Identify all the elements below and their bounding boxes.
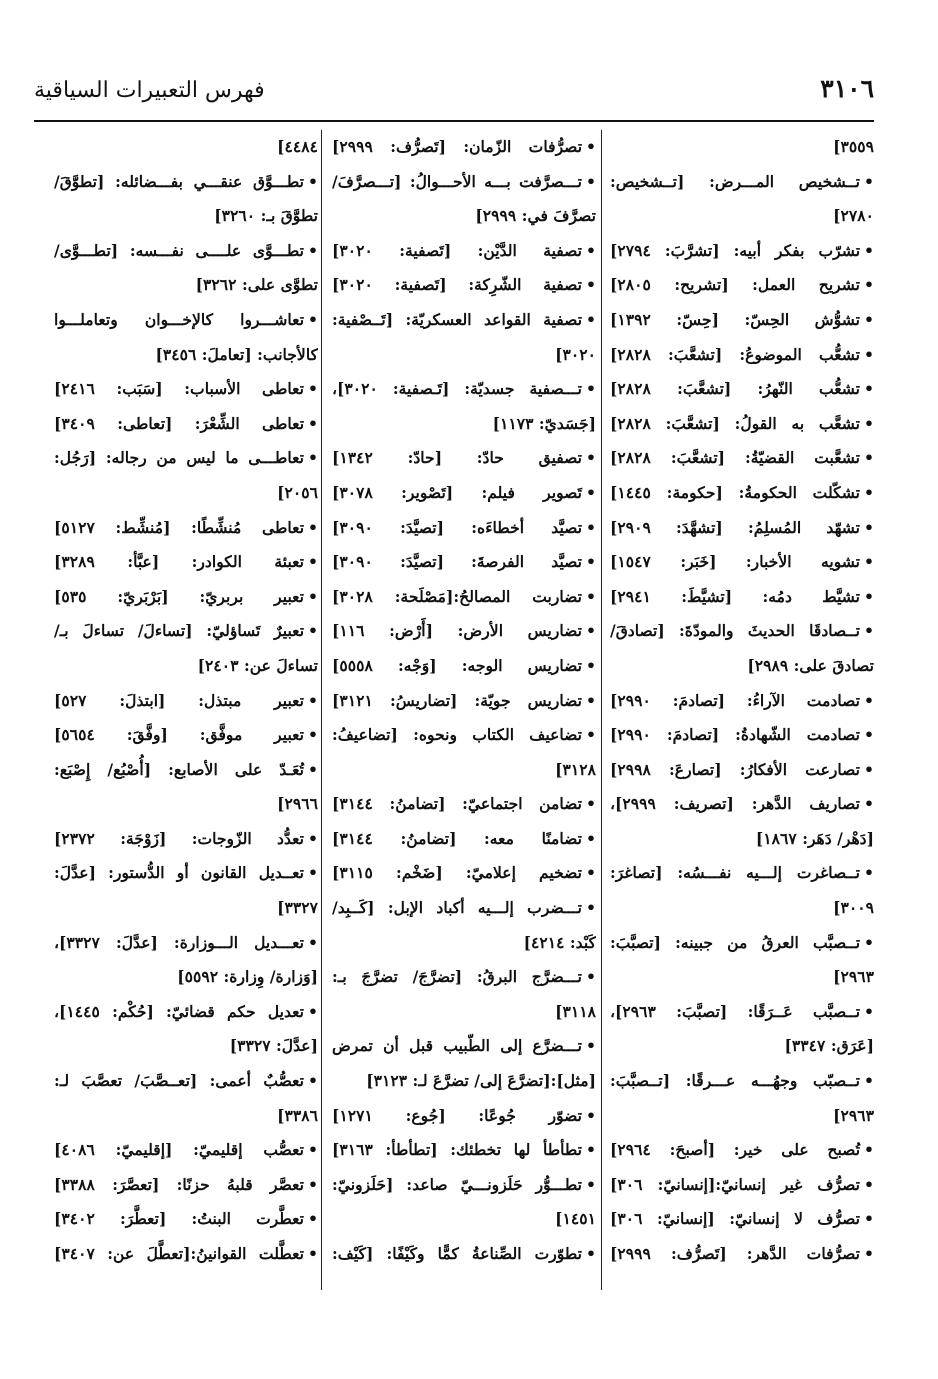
- entry-text: ٢٩٦٣]: [833, 967, 874, 987]
- index-entry: [610, 165, 874, 200]
- entry-text: تعصُّب إقليميّ: [إقليميّ: ٤٠٨٦]: [54, 1140, 305, 1160]
- column-divider: [321, 130, 322, 1290]
- bullet-icon: •: [864, 863, 874, 883]
- entry-text: تـــصرَّفت بـــه الأحـــوالُ: [تـــصرَّفَ/: [332, 171, 583, 191]
- bullet-icon: •: [586, 655, 596, 675]
- entry-text: تصفية القواعد العسكريّة: [تَــصْفية:: [332, 309, 583, 329]
- index-entry: [610, 511, 874, 546]
- entry-text: تضاريس الوجه: [وَجْه: ٥٥٥٨]: [332, 655, 583, 675]
- entry-text: تعبير بربريّ: [بَرْبَريّ: ٥٣٥]: [54, 586, 305, 606]
- entry-text: تعصَّر قلبهُ حزنًا: [تعصَّرَ: ٣٣٨٨]: [54, 1174, 305, 1194]
- entry-text: تصارعت الأفكارُ: [تصارعَ: ٢٩٩٨]: [610, 759, 861, 779]
- index-entry: [610, 1237, 874, 1272]
- index-entry: [332, 303, 596, 338]
- bullet-icon: •: [586, 171, 596, 191]
- entry-text: تعطَّرت البنتُ: [تعطَّرَ: ٣٤٠٢]: [54, 1209, 305, 1229]
- page-header: [34, 70, 874, 114]
- index-entry: [610, 580, 874, 615]
- index-entry: [610, 234, 874, 269]
- entry-text: ٣١١٨]: [555, 1001, 596, 1021]
- index-entry-continuation: [54, 891, 318, 926]
- index-entry: [610, 476, 874, 511]
- entry-text: تشهّد المُسلِمُ: [تشهَّدَ: ٢٩٠٩]: [610, 517, 861, 537]
- entry-text: تضاريس الأرض: [أَرْض: ١١٦]: [332, 621, 583, 641]
- entry-text: ١٤٥١]: [555, 1209, 596, 1229]
- column-left: [54, 130, 318, 1290]
- index-entry: [332, 1237, 596, 1272]
- entry-text: تطـــوُّر حَلَزونـــيّ صاعد: [حَلَزونيّ:: [332, 1174, 583, 1194]
- bullet-icon: •: [308, 552, 318, 572]
- bullet-icon: •: [308, 309, 318, 329]
- page-number: ٣١٠٦: [820, 74, 874, 103]
- index-entry: [332, 718, 596, 753]
- entry-text: تصفية الشّرِكة: [تَصفية: ٣٠٢٠]: [332, 275, 583, 295]
- index-entry: [54, 545, 318, 580]
- entry-text: [عَرَق: ٣٣٤٧]: [784, 1036, 874, 1056]
- entry-text: تشعَّب به القولُ: [تشعَّبَ: ٢٨٢٨]: [610, 413, 861, 433]
- index-entry-continuation: [54, 787, 318, 822]
- entry-text: تصيَّد الفرصةَ: [تصيَّدَ: ٣٠٩٠]: [332, 552, 583, 572]
- bullet-icon: •: [864, 482, 874, 502]
- bullet-icon: •: [864, 1209, 874, 1229]
- entry-text: تصرُّف لا إنسانيّ: [إنسانيّ: ٣٠٦]: [610, 1209, 861, 1229]
- index-entry: [54, 614, 318, 649]
- index-entry: [332, 1168, 596, 1203]
- index-entry: [332, 268, 596, 303]
- bullet-icon: •: [308, 690, 318, 710]
- index-entry: [610, 787, 874, 822]
- bullet-icon: •: [308, 517, 318, 537]
- index-entry: [54, 407, 318, 442]
- bullet-icon: •: [864, 344, 874, 364]
- bullet-icon: •: [864, 240, 874, 260]
- index-entry: [54, 822, 318, 857]
- entry-text: تشرّب بفكر أبيه: [تشرَّبَ: ٢٧٩٤]: [610, 240, 861, 260]
- entry-text: تشويه الأخبار: [خَبَر: ١٥٤٧]: [610, 552, 861, 572]
- entry-text: تــصبَّب العرقُ من جبينه: [تصبَّبَ:: [610, 932, 861, 952]
- bullet-icon: •: [586, 240, 596, 260]
- entry-text: [عدَّلَ: ٣٣٢٧]: [229, 1036, 318, 1056]
- index-entry: [332, 130, 596, 165]
- entry-text: تطـــوَّى علــــى نفـــسه: [تطـــوَّى/: [54, 240, 305, 260]
- index-entry-continuation: [332, 338, 596, 373]
- entry-text: تضوّر جُوعًا: [جُوع: ١٢٧١]: [332, 1105, 583, 1125]
- index-entry: [610, 614, 874, 649]
- index-entry: [610, 303, 874, 338]
- index-entry: [54, 234, 318, 269]
- index-entry-continuation: [332, 753, 596, 788]
- entry-text: تصادمت الآراءُ: [تصادمَ: ٢٩٩٠]: [610, 690, 861, 710]
- index-entry: [610, 441, 874, 476]
- index-entry-continuation: [54, 199, 318, 234]
- index-entry: [332, 1029, 596, 1064]
- index-entry: [610, 856, 874, 891]
- index-entry-continuation: [54, 960, 318, 995]
- index-entry: [54, 1133, 318, 1168]
- entry-text: تطوَّى على: ٣٢٦٢]: [195, 275, 318, 295]
- entry-text: ٣٣٨٦]: [277, 1105, 318, 1125]
- index-entry: [332, 476, 596, 511]
- bullet-icon: •: [586, 1174, 596, 1194]
- entry-text: تصادمت الشّهادةُ: [تصادمَ: ٢٩٩٠]: [610, 725, 861, 745]
- bullet-icon: •: [586, 967, 596, 987]
- index-entry-continuation: [332, 926, 596, 961]
- index-entry: [610, 926, 874, 961]
- bullet-icon: •: [586, 448, 596, 468]
- entry-text: تُصبح على خير: [أصبحَ: ٢٩٦٤]: [610, 1140, 861, 1160]
- bullet-icon: •: [586, 552, 596, 572]
- index-entry: [332, 165, 596, 200]
- entry-text: تشعَّبت القضيّةُ: [تشعَّبَ: ٢٨٢٨]: [610, 448, 861, 468]
- index-entry: [332, 372, 596, 407]
- index-columns: [34, 130, 874, 1290]
- index-entry: [54, 926, 318, 961]
- entry-text: تـــضرَّج البرقُ: [تضرَّجَ/ تضرَّجَ بـ:: [332, 967, 583, 987]
- bullet-icon: •: [308, 448, 318, 468]
- entry-text: تُعَـدّ على الأصابع: [أُصْبُع/ إِصْبَع:: [54, 759, 305, 779]
- entry-text: تصرُّف غير إنسانيّ:[إنسانيّ: ٣٠٦]: [610, 1174, 861, 1194]
- entry-text: تشعُّب النّهرُ: [تشعَّبَ: ٢٨٢٨]: [610, 379, 861, 399]
- index-entry-continuation: [332, 407, 596, 442]
- entry-text: تــصبّب وجهُـــه عـــرقًا: [تــصبَّبَ:: [610, 1071, 861, 1091]
- bullet-icon: •: [586, 137, 596, 156]
- index-entry-continuation: [610, 891, 874, 926]
- index-entry-continuation: [610, 199, 874, 234]
- bullet-icon: •: [864, 517, 874, 537]
- index-entry: [332, 891, 596, 926]
- bullet-icon: •: [864, 275, 874, 295]
- index-entry: [332, 856, 596, 891]
- bullet-icon: •: [586, 586, 596, 606]
- index-entry: [332, 684, 596, 719]
- bullet-icon: •: [864, 1001, 874, 1021]
- entry-text: [مثل]:[تضرَّعَ إلى/ تضرَّعَ لـ: ٣١٢٣]: [366, 1071, 596, 1091]
- index-entry-continuation: [54, 1099, 318, 1134]
- entry-text: تصيَّد أخطاءَه: [تصيَّدَ: ٣٠٩٠]: [332, 517, 583, 537]
- bullet-icon: •: [586, 517, 596, 537]
- bullet-icon: •: [586, 725, 596, 745]
- entry-text: تعبئة الكوادر: [عبَّأ: ٣٢٨٩]: [54, 552, 305, 572]
- bullet-icon: •: [586, 309, 596, 329]
- entry-text: تطوّرت الصِّناعةُ كمًّا وكَيْفًا: [كَيْف:: [332, 1244, 583, 1263]
- entry-text: تطوَّقَ بـ: ٣٢٦٠]: [214, 206, 318, 226]
- entry-text: ٢٩٦٣]: [833, 1105, 874, 1125]
- entry-text: تصرُّفات الزّمان: [تَصرُّف: ٢٩٩٩]: [332, 137, 583, 156]
- entry-text: تَصوير فيلم: [تَصْوير: ٣٠٧٨]: [332, 482, 583, 502]
- index-entry: [610, 684, 874, 719]
- index-entry: [54, 372, 318, 407]
- index-entry-continuation: [332, 995, 596, 1030]
- column-divider: [601, 130, 602, 1290]
- index-entry: [332, 787, 596, 822]
- entry-text: [جَسَديّ: ١١٧٣]: [492, 413, 596, 433]
- bullet-icon: •: [308, 1209, 318, 1229]
- index-entry-continuation: [610, 822, 874, 857]
- index-entry: [332, 614, 596, 649]
- entry-text: تـــصفية جسديّة: [تَـصفية: ٣٠٢٠]،: [332, 379, 583, 399]
- running-title: فهرس التعبيرات السياقية: [34, 78, 265, 103]
- index-entry: [332, 1133, 596, 1168]
- column-right: [610, 130, 874, 1290]
- bullet-icon: •: [586, 1140, 596, 1160]
- bullet-icon: •: [586, 379, 596, 399]
- bullet-icon: •: [586, 482, 596, 502]
- bullet-icon: •: [864, 621, 874, 641]
- bullet-icon: •: [864, 448, 874, 468]
- bullet-icon: •: [308, 759, 318, 779]
- entry-text: ٤٤٨٤]: [277, 137, 318, 156]
- index-entry: [54, 1168, 318, 1203]
- bullet-icon: •: [308, 828, 318, 848]
- index-entry: [54, 511, 318, 546]
- entry-text: تطـــوَّق عنقـــي بفـــضائله: [تطوَّقَ/: [54, 171, 305, 191]
- entry-text: تعاطى الأسباب: [سَبَب: ٢٤١٦]: [54, 379, 305, 399]
- index-entry: [610, 995, 874, 1030]
- bullet-icon: •: [864, 690, 874, 710]
- bullet-icon: •: [864, 759, 874, 779]
- index-entry: [332, 545, 596, 580]
- entry-text: تشكّلت الحكومةُ: [حكومة: ١٤٤٥]: [610, 482, 861, 502]
- entry-text: كالأجانب: [تعاملَ: ٣٤٥٦]: [155, 344, 318, 364]
- index-entry: [54, 1237, 318, 1272]
- index-entry: [610, 407, 874, 442]
- bullet-icon: •: [308, 1001, 318, 1021]
- column-middle: [332, 130, 596, 1290]
- bullet-icon: •: [864, 1244, 874, 1263]
- entry-text: تصاريف الدَّهر: [تصريف: ٢٩٩٩]،: [610, 794, 861, 814]
- index-entry-continuation: [54, 476, 318, 511]
- bullet-icon: •: [586, 1244, 596, 1263]
- bullet-icon: •: [586, 794, 596, 814]
- entry-text: تشعُّب الموضوعُ: [تشعَّبَ: ٢٨٢٨]: [610, 344, 861, 364]
- entry-text: ٣٥٥٩]: [833, 137, 874, 156]
- entry-text: تــصاغرت إلـــيه نفـــسُه: [تصاغرَ:: [610, 863, 861, 883]
- index-entry-continuation: [610, 1029, 874, 1064]
- index-entry: [332, 649, 596, 684]
- bullet-icon: •: [308, 240, 318, 260]
- entry-text: تشريح العمل: [تشريح: ٢٨٠٥]: [610, 275, 861, 295]
- bullet-icon: •: [586, 898, 596, 918]
- index-entry: [610, 1168, 874, 1203]
- bullet-icon: •: [586, 828, 596, 848]
- entry-text: تــشخيص المـــرض: [تــشخيص:: [610, 171, 861, 191]
- index-entry: [610, 1133, 874, 1168]
- bullet-icon: •: [864, 586, 874, 606]
- entry-text: تعاطى مُنشِّطًا: [مُنشِّط: ٥١٢٧]: [54, 517, 305, 537]
- index-entry: [332, 441, 596, 476]
- entry-text: كَبْد: ٤٢١٤]: [523, 932, 596, 952]
- entry-text: تعاطـــى ما ليس من رجاله: [رَجُل:: [54, 448, 305, 468]
- index-entry: [610, 338, 874, 373]
- index-entry: [332, 234, 596, 269]
- index-entry-continuation: [610, 130, 874, 165]
- index-entry: [332, 511, 596, 546]
- entry-text: تعبيرٌ تَساؤليّ: [تساءلَ/ تساءلَ بـ/: [54, 621, 305, 641]
- entry-text: تعبير مبتذل: [ابتذلَ: ٥٢٧]: [54, 690, 305, 710]
- bullet-icon: •: [586, 1036, 596, 1056]
- index-entry-continuation: [610, 960, 874, 995]
- bullet-icon: •: [308, 1174, 318, 1194]
- entry-text: ٣٣٢٧]: [277, 898, 318, 918]
- index-entry: [54, 995, 318, 1030]
- index-entry-continuation: [54, 1029, 318, 1064]
- entry-text: تساءلَ عن: ٢٤٠٣]: [197, 655, 318, 675]
- index-entry-continuation: [610, 1099, 874, 1134]
- index-entry: [610, 268, 874, 303]
- bullet-icon: •: [586, 275, 596, 295]
- bullet-icon: •: [864, 379, 874, 399]
- index-entry: [610, 718, 874, 753]
- bullet-icon: •: [864, 725, 874, 745]
- index-entry: [610, 545, 874, 580]
- entry-text: تضاربت المصالحُ:[مَصْلَحة: ٣٠٢٨]: [332, 586, 583, 606]
- header-rule: [34, 120, 874, 122]
- entry-text: تطأطأ لها تخطئك: [تطأطأ: ٣١٦٣]: [332, 1140, 583, 1160]
- entry-text: ٢٩٦٦]: [277, 794, 318, 814]
- entry-text: [دَهْر/ دَهَر: ١٨٦٧]: [755, 828, 874, 848]
- entry-text: تضاعيف الكتاب ونحوه: [تضاعيفُ:: [332, 725, 583, 745]
- entry-text: تصرَّفَ في: ٢٩٩٩]: [475, 206, 596, 226]
- entry-text: ٢٧٨٠]: [833, 206, 874, 226]
- index-entry: [54, 1064, 318, 1099]
- bullet-icon: •: [586, 621, 596, 641]
- index-entry: [54, 303, 318, 338]
- entry-text: تصفيق حادّ: [حادّ: ١٣٤٢]: [332, 448, 583, 468]
- index-entry: [54, 165, 318, 200]
- bullet-icon: •: [308, 1244, 318, 1263]
- entry-text: تضامنًا معه: [تضامنُ: ٣١٤٤]: [332, 828, 583, 848]
- entry-text: تصفية الدَّيْن: [تَصفية: ٣٠٢٠]: [332, 240, 583, 260]
- entry-text: تـــضرب إلـــيه أكباد الإبل: [كَــبِد/: [332, 898, 583, 918]
- index-entry: [610, 1064, 874, 1099]
- index-entry-continuation: [54, 649, 318, 684]
- index-entry-continuation: [332, 1064, 596, 1099]
- index-entry-continuation: [332, 1202, 596, 1237]
- index-entry-continuation: [610, 649, 874, 684]
- bullet-icon: •: [586, 690, 596, 710]
- bullet-icon: •: [308, 1071, 318, 1091]
- entry-text: تــصبَّب عَــرَقًا: [تصبَّبَ: ٢٩٦٣]،: [610, 1001, 861, 1021]
- index-entry: [54, 580, 318, 615]
- bullet-icon: •: [864, 932, 874, 952]
- bullet-icon: •: [586, 1105, 596, 1125]
- entry-text: تعصُّبٌ أعمى: [تعــصَّبَ/ تعصَّبَ لـ:: [54, 1071, 305, 1091]
- entry-text: تضخيم إعلاميّ: [ضَخْم: ٣١١٥]: [332, 863, 583, 883]
- bullet-icon: •: [308, 379, 318, 399]
- bullet-icon: •: [308, 171, 318, 191]
- index-entry: [610, 753, 874, 788]
- entry-text: ٣٠٢٠]: [555, 344, 596, 364]
- bullet-icon: •: [308, 863, 318, 883]
- bullet-icon: •: [864, 1140, 874, 1160]
- bullet-icon: •: [586, 863, 596, 883]
- bullet-icon: •: [864, 794, 874, 814]
- entry-text: تشوُّش الحِسّ: [حِسّ: ١٣٩٢]: [610, 309, 861, 329]
- bullet-icon: •: [864, 309, 874, 329]
- index-entry: [332, 1099, 596, 1134]
- index-entry: [54, 856, 318, 891]
- entry-text: تــصادقَا الحديثَ والمودّةَ: [تصادقَ/: [610, 621, 861, 641]
- index-entry-continuation: [332, 199, 596, 234]
- index-entry: [332, 580, 596, 615]
- index-entry: [332, 960, 596, 995]
- bullet-icon: •: [308, 932, 318, 952]
- entry-text: تصرُّفات الدَّهر: [تَصرُّف: ٢٩٩٩]: [610, 1244, 861, 1263]
- entry-text: تعاشـــروا كالإخـــوان وتعاملـــوا: [54, 309, 305, 329]
- entry-text: تعــديل القانون أو الدُّستور: [عدَّلَ:: [54, 863, 305, 883]
- entry-text: تعطَّلت القوانينُ:[تعطَّلَ عن: ٣٤٠٧]: [54, 1244, 305, 1263]
- entry-text: تضاريس جويّة: [تضاريسُ: ٣١٢١]: [332, 690, 583, 710]
- index-entry: [610, 372, 874, 407]
- bullet-icon: •: [308, 725, 318, 745]
- index-entry: [54, 1202, 318, 1237]
- bullet-icon: •: [864, 1071, 874, 1091]
- index-entry-continuation: [54, 268, 318, 303]
- entry-text: تعبير موفَّق: [وفَّقَ: ٥٦٥٤]: [54, 725, 305, 745]
- index-entry-continuation: [54, 130, 318, 165]
- index-entry: [610, 1202, 874, 1237]
- entry-text: ٢٠٥٦]: [277, 482, 318, 502]
- entry-text: تصادقَ على: ٢٩٨٩]: [747, 655, 874, 675]
- index-entry-continuation: [54, 338, 318, 373]
- entry-text: تعاطى الشِّعْرَ: [تعاطى: ٣٤٠٩]: [54, 413, 305, 433]
- entry-text: ٣١٢٨]: [555, 759, 596, 779]
- entry-text: تعدُّد الزّوجات: [زَوْجَة: ٢٣٧٢]: [54, 828, 305, 848]
- bullet-icon: •: [308, 413, 318, 433]
- entry-text: تعـــديل الـــوزارة: [عدَّلَ: ٣٣٢٧]،: [54, 932, 305, 952]
- entry-text: تضامن اجتماعيّ: [تضامنُ: ٣١٤٤]: [332, 794, 583, 814]
- bullet-icon: •: [308, 1140, 318, 1160]
- index-entry: [54, 753, 318, 788]
- bullet-icon: •: [308, 586, 318, 606]
- entry-text: تـــضرَّع إلى الطّبيب قبل أن تمرض: [332, 1036, 583, 1056]
- entry-text: تشيَّط دمُه: [تشيَّطَ: ٢٩٤١]: [610, 586, 861, 606]
- entry-text: تعديل حكم قضائيّ: [حُكْم: ١٤٤٥]،: [54, 1001, 305, 1021]
- bullet-icon: •: [864, 1174, 874, 1194]
- index-entry: [54, 718, 318, 753]
- bullet-icon: •: [864, 552, 874, 572]
- bullet-icon: •: [864, 413, 874, 433]
- entry-text: ٣٠٠٩]: [833, 898, 874, 918]
- entry-text: [وَزارة/ وِزارة: ٥٥٩٢]: [177, 967, 318, 987]
- index-entry: [332, 822, 596, 857]
- index-entry: [54, 684, 318, 719]
- bullet-icon: •: [308, 621, 318, 641]
- bullet-icon: •: [864, 171, 874, 191]
- index-entry: [54, 441, 318, 476]
